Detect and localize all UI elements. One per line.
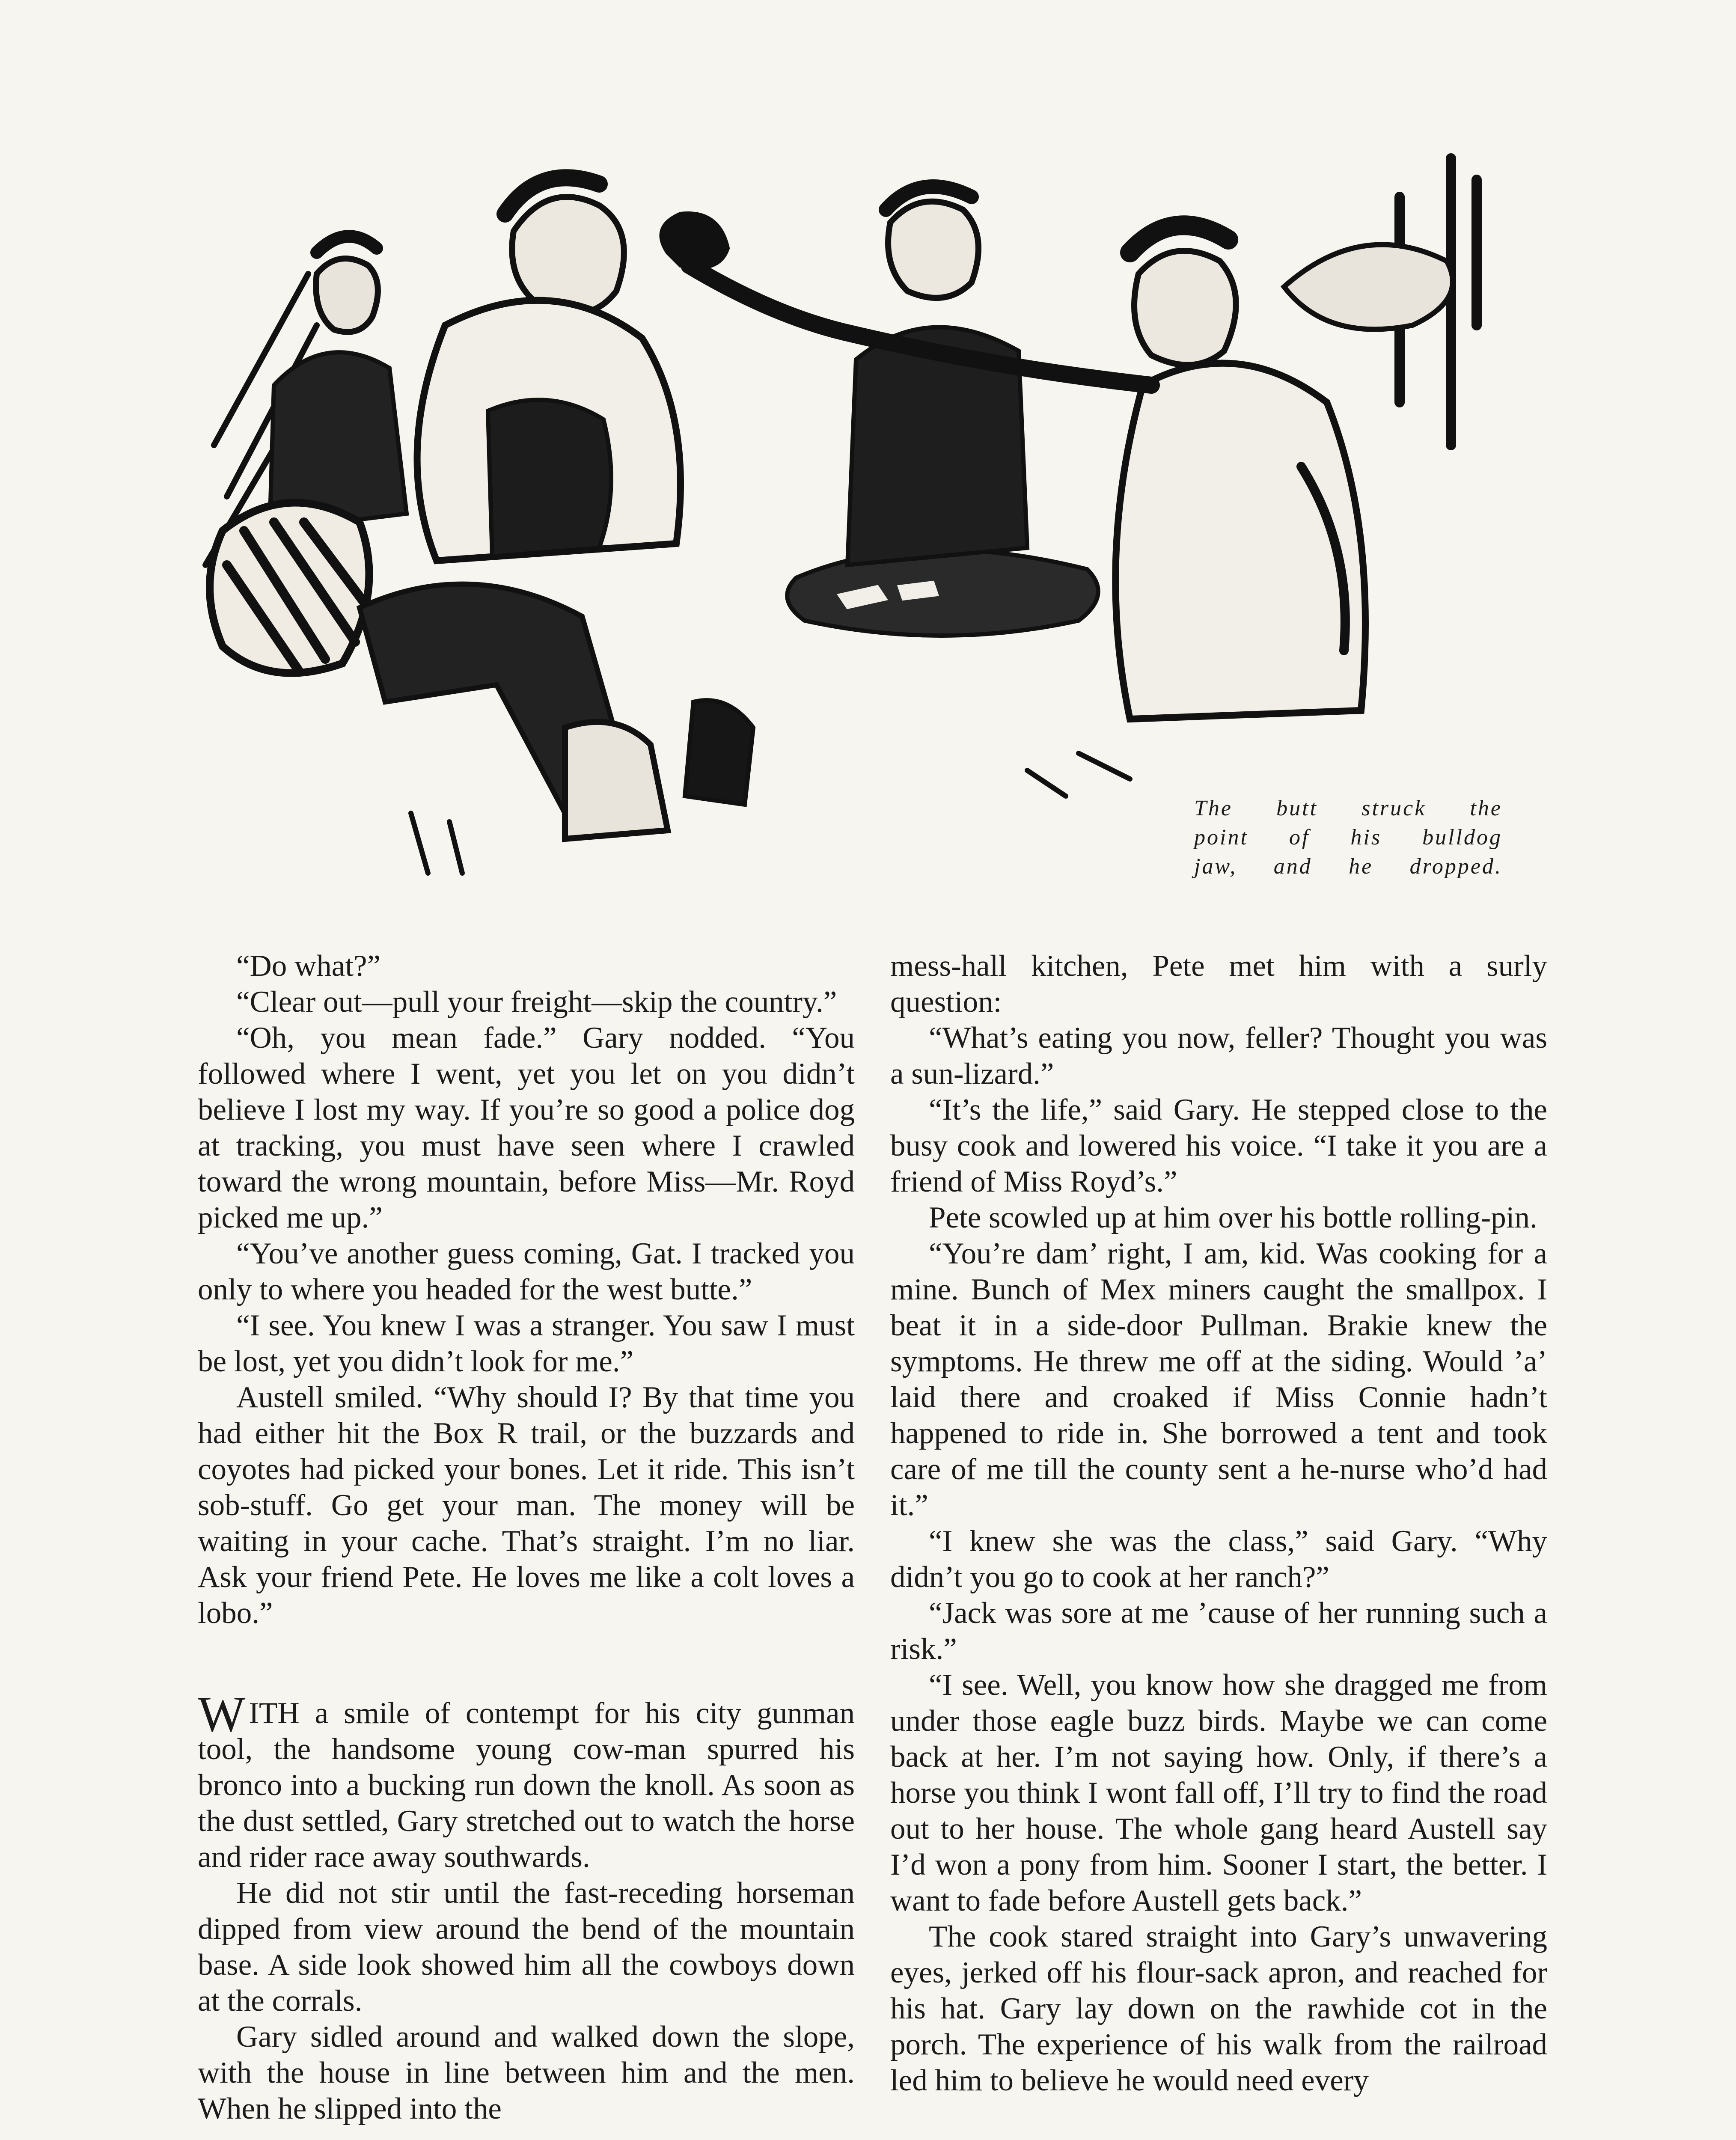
caption-line: point of his bulldog — [1194, 825, 1502, 850]
paragraph: He did not stir until the fast-receding horseman dipped from view around the bend of the mountain base. A side look showed him all the cowboys down at the corrals. — [198, 1876, 855, 2018]
paragraph: Pete scowled up at him over his bottle rolling-pin. — [929, 1201, 1537, 1234]
paragraph: “I see. You knew I was a stranger. You saw I must be lost, yet you didn’t look for me.” — [198, 1309, 855, 1378]
saloon-fight-illustration — [188, 146, 1524, 882]
illustration-caption — [1194, 794, 1502, 881]
paragraph: “Jack was sore at me ’cause of her running such a risk.” — [890, 1596, 1547, 1666]
section-opening-text: ITH a smile of contempt for his city gunman tool, the handsome young cow-man spurred his bronco into a bucking run down the knoll. As soon as the dust settled, Gary stretched out to watch the horse and rider race away southwards. — [198, 1697, 855, 1874]
paragraph: Gary sidled around and walked down the slope, with the house in line between him and the men. When he slipped into the — [198, 2020, 855, 2125]
paragraph: “I knew she was the class,” said Gary. “Why didn’t you go to cook at her ranch?” — [890, 1525, 1547, 1594]
left-text-column — [198, 948, 855, 2127]
continued-paragraph: mess-hall kitchen, Pete met him with a surly question: — [890, 949, 1547, 1019]
paragraph: Austell smiled. “Why should I? By that time you had either hit the Box R trail, or the buzzards and coyotes had picked your bones. Let it ride. This isn’t sob-stuff. Go get your man. The money will be waiting in your cache. That’s straight. I’m no liar. Ask your friend Pete. He loves me like a colt loves a lobo.” — [198, 1381, 855, 1630]
paragraph: “What’s eating you now, feller? Thought you was a sun-lizard.” — [890, 1021, 1547, 1091]
paragraph: “It’s the life,” said Gary. He stepped close to the busy cook and lowered his voice. “I take it you are a friend of Miss Royd’s.” — [890, 1093, 1547, 1198]
caption-line: The butt struck the — [1194, 796, 1502, 820]
paragraph: “You’re dam’ right, I am, kid. Was cooking for a mine. Bunch of Mex miners caught the smallpox. I beat it in a side-door Pullman. Brakie knew the symptoms. He threw me off at the siding. Would ’a’ laid there and croaked if Miss Connie hadn’t happened to ride in. She borrowed a tent and took care of me till the county sent a he-nurse who’d had it.” — [890, 1237, 1547, 1522]
caption-line: jaw, and he dropped. — [1194, 854, 1502, 879]
paragraph: “Clear out—pull your freight—skip the country.” — [236, 985, 837, 1019]
right-text-column — [890, 948, 1547, 2098]
paragraph: “Oh, you mean fade.” Gary nodded. “You followed where I went, yet you let on you didn’t believe I lost my way. If you’re so good a police dog at tracking, you must have seen where I crawled toward the wrong mountain, before Miss—Mr. Royd picked me up.” — [198, 1021, 855, 1234]
drop-cap: W — [198, 1686, 247, 1742]
paragraph: “You’ve another guess coming, Gat. I tracked you only to where you headed for the west butte.” — [198, 1237, 855, 1306]
ink-drawing — [188, 146, 1524, 882]
paragraph: The cook stared straight into Gary’s unwavering eyes, jerked off his flour-sack apron, and reached for his hat. Gary lay down on the rawhide cot in the porch. The experience of his walk from the railroad led him to believe he would need every — [890, 1920, 1547, 2097]
paragraph: “I see. Well, you know how she dragged me from under those eagle buzz birds. Maybe we can come back at her. I’m not saying how. Only, if there’s a horse you think I wont fall off, I’ll try to find the road out to her house. The whole gang heard Austell say I’d won a pony from him. Sooner I start, the better. I want to fade before Austell gets back.” — [890, 1668, 1547, 1917]
section-opening-paragraph — [198, 1686, 855, 1875]
paragraph: “Do what?” — [236, 949, 381, 983]
